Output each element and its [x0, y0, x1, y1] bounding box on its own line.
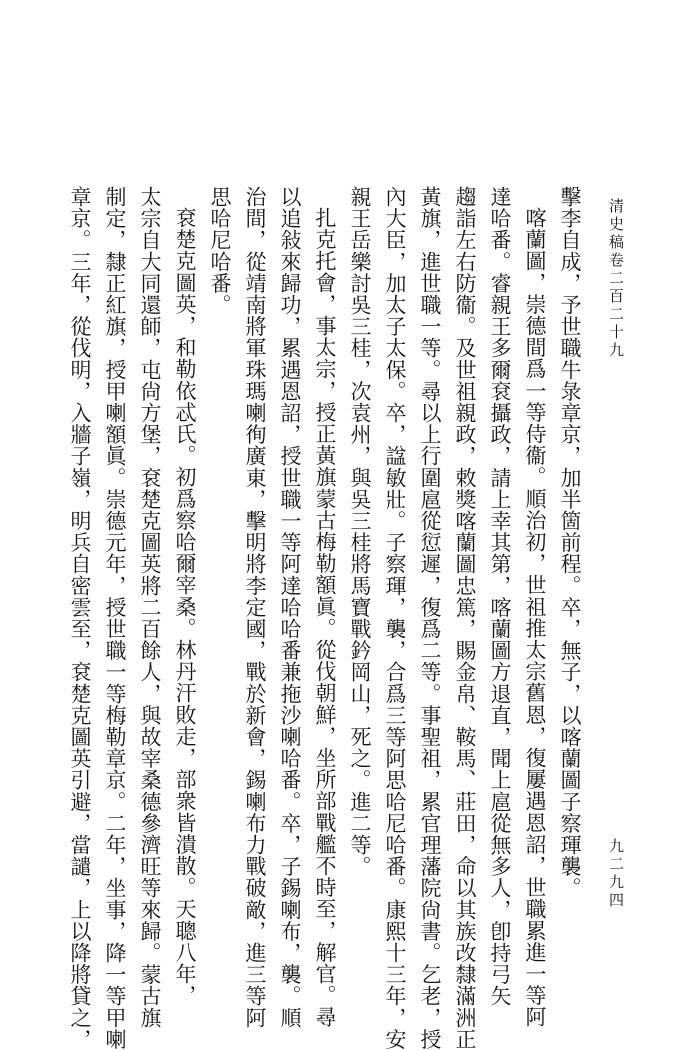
page-number: 九二九四: [607, 838, 625, 910]
text-column: 親王岳樂討吳三桂，次袁州，與吳三桂將馬寶戰鈐岡山，死之。進二等。: [348, 186, 372, 878]
text-column: 扎克托會，事太宗，授正黃旗蒙古梅勒額眞。從伐朝鮮，坐所部戰艦不時至，解官。尋: [313, 207, 337, 1028]
text-column: 治間，從靖南將軍珠瑪喇徇廣東，擊明將李定國，戰於新會，錫喇布力戰破敵，進三等阿: [243, 186, 267, 1029]
text-column: 以追敍來歸功，累遇恩詔，授世職一等阿達哈哈番兼拖沙喇哈番。卒，子錫喇布，襲。順: [278, 186, 302, 1029]
text-column: 達哈番。睿親王多爾袞攝政，請上幸其第，喀蘭圖方退直，聞上扈從無多人，卽持弓矢: [488, 186, 512, 1007]
text-column: 內大臣，加太子太保。卒，諡敏壯。子察琿，襲，合爲三等阿思哈尼哈番。康熙十三年，安: [383, 186, 407, 1050]
text-column: 喀蘭圖，崇德間爲一等侍衞。順治初，世祖推太宗舊恩，復屢遇恩詔，世職累進一等阿: [523, 207, 547, 1028]
text-column: 擊李自成，予世職牛彔章京，加半箇前程。卒，無子，以喀蘭圖子察琿襲。: [558, 186, 582, 899]
text-column: 趨詣左右防衞。及世祖親政，敕獎喀蘭圖忠篤，賜金帛、鞍馬、莊田，命以其族改隸滿洲正: [453, 186, 477, 1050]
text-column: 太宗自大同還師，屯尙方堡，袞楚克圖英將二百餘人，與故宰桑德參濟旺等來歸。蒙古旗: [138, 186, 162, 1029]
text-column: 黃旗，進世職一等。尋以上行圍扈從愆遲，復爲二等。事聖祖，累官理藩院尙書。乞老，授: [418, 186, 442, 1050]
text-column: 思哈尼哈番。: [208, 186, 232, 316]
text-column: 袞楚克圖英，和勒依忒氏。初爲察哈爾宰桑。林丹汗敗走，部衆皆潰散。天聰八年，: [173, 207, 197, 1007]
running-title: 清史稿卷二百二十九: [607, 198, 625, 360]
text-column: 制定，隸正紅旗，授甲喇額眞。崇德元年，授世職一等梅勒章京。二年，坐事，降一等甲喇: [103, 186, 127, 1050]
text-column: 章京。三年，從伐明，入牆子嶺，明兵自密雲至，袞楚克圖英引避，當譴，上以降將貸之，: [68, 186, 92, 1050]
